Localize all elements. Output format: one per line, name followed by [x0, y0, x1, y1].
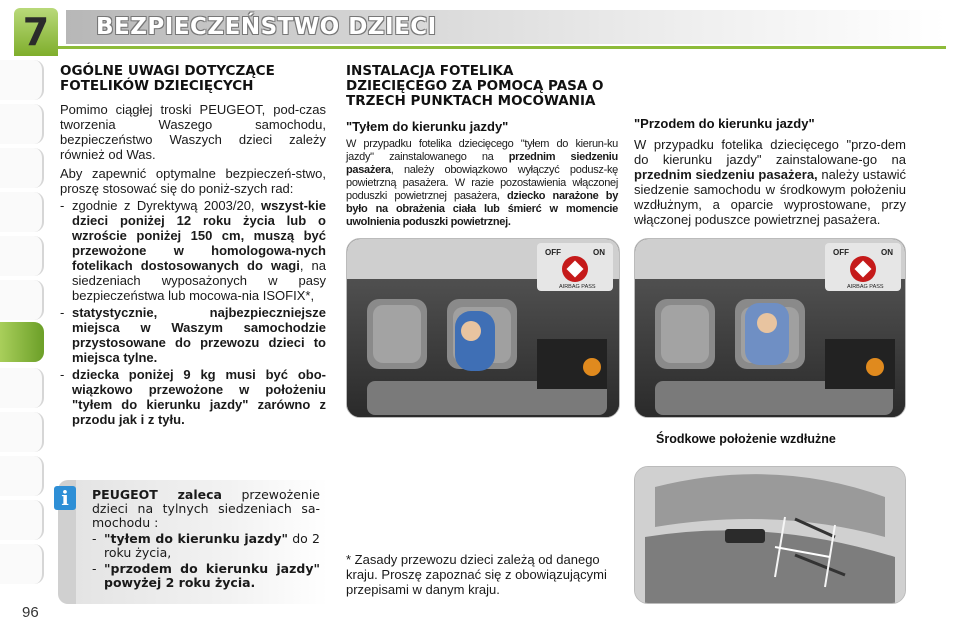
page-header — [0, 0, 960, 58]
figure-caption: Środkowe położenie wzdłużne — [656, 432, 836, 446]
bullet-plain: zgodnie z Dyrektywą 2003/20, — [72, 198, 261, 213]
chapter-tab-12[interactable] — [0, 544, 44, 584]
forward-facing-seat-figure — [634, 238, 906, 418]
chapter-tab-4[interactable] — [0, 192, 44, 232]
chapter-tab-6[interactable] — [0, 280, 44, 320]
bullet-dash: - — [60, 305, 65, 320]
text-plain: należy ustawić siedzenie samochodu w środkowym położeniu wzdłużnym, a oparcie wyprostowane, przy włączonej poduszce powietrznej pasażera. — [634, 167, 906, 227]
info-item-rear-facing — [92, 532, 320, 560]
info-text — [92, 488, 320, 590]
bullet-dash: - — [60, 367, 65, 382]
airbag-on-label: ON — [881, 248, 893, 257]
chapter-tab-8[interactable] — [0, 368, 44, 408]
chapter-tab-11[interactable] — [0, 500, 44, 540]
chapter-tab-9[interactable] — [0, 412, 44, 452]
bullet-rear-seats — [60, 305, 326, 365]
bullet-dash: - — [92, 561, 97, 576]
chapter-tab-3[interactable] — [0, 148, 44, 188]
text-bold: przednim siedzeniu pasażera — [346, 151, 618, 176]
installation-heading: INSTALACJA FOTELIKA DZIECIĘCEGO ZA POMOCĄ PASA O TRZECH PUNKTACH MOCOWANIA — [346, 63, 604, 109]
chapter-tabs — [0, 60, 48, 600]
chapter-tab-10[interactable] — [0, 456, 44, 496]
intro-paragraph: Pomimo ciągłej troski PEUGEOT, pod-czas tworzenia Waszego samochodu, bezpieczeństwo Waszych dzieci zależy również od Was. — [60, 102, 326, 162]
bullet-under-9kg — [60, 367, 326, 427]
bullet-text — [72, 198, 326, 303]
airbag-off-label: OFF — [833, 248, 849, 257]
info-item-bold: "przodem do kierunku jazdy" powyżej 2 roku życia. — [104, 561, 320, 590]
airbag-pass-label: AIRBAG PASS — [847, 284, 884, 290]
airbag-pass-label: AIRBAG PASS — [559, 284, 596, 290]
page-title: BEZPIECZEŃSTWO DZIECI — [96, 14, 437, 40]
left-column — [60, 64, 326, 427]
info-item-plain: do 2 roku życia, — [104, 531, 320, 560]
info-item-forward-facing — [92, 562, 320, 590]
info-icon: i — [54, 486, 76, 510]
right-column — [634, 116, 906, 227]
rear-facing-subheading: "Tyłem do kierunku jazdy" — [346, 119, 509, 134]
rear-facing-seat-figure — [346, 238, 620, 418]
bullet-text: statystycznie, najbezpieczniejsze miejsca w Waszym samochodzie przystosowane do przewozu dzieci to miejsca tylne. — [72, 305, 326, 365]
info-item-bold: "tyłem do kierunku jazdy" — [104, 531, 288, 546]
text-plain: W przypadku fotelika dziecięcego "tyłem do kierun-ku jazdy" zainstalowanego na — [346, 138, 618, 163]
bullet-tail: , na siedzeniach wyposażonych w pasy bezpieczeństwa lub mocowa-nia ISOFIX*, — [72, 258, 326, 303]
text-plain: , należy obowiązkowo wyłączyć podusz-kę powietrzną pasażera. W razie pozostawienia włączonej poduszki powietrznej pasażera, — [346, 164, 618, 202]
forward-facing-text — [634, 137, 906, 227]
text-plain: W przypadku fotelika dziecięcego "przo-dem do kierunku jazdy" zainstalowane-go na — [634, 137, 906, 167]
chapter-tab-1[interactable] — [0, 60, 44, 100]
forward-facing-subheading: "Przodem do kierunku jazdy" — [634, 116, 815, 131]
page-number: 96 — [22, 604, 39, 621]
rear-facing-text — [346, 138, 618, 229]
chapter-tab-5[interactable] — [0, 236, 44, 276]
chapter-number: 7 — [14, 8, 58, 56]
bullet-dash: - — [60, 198, 65, 213]
general-heading: OGÓLNE UWAGI DOTYCZĄCE FOTELIKÓW DZIECIĘCYCH — [60, 63, 275, 94]
seat-rail-illustration — [635, 467, 906, 604]
text-bold: przednim siedzeniu pasażera, — [634, 167, 818, 182]
bullet-dash: - — [92, 531, 97, 546]
header-divider — [58, 46, 946, 49]
info-item-text — [104, 532, 320, 560]
rear-facing-seat-illustration — [347, 239, 620, 418]
advice-paragraph: Aby zapewnić optymalne bezpieczeń-stwo, proszę stosować się do poniż-szych rad: — [60, 166, 326, 196]
bullet-directive — [60, 198, 326, 303]
seat-rail-figure — [634, 466, 906, 604]
middle-column — [346, 64, 618, 229]
info-lead-plain: przewożenie dzieci na tylnych siedzeniach sa-mochodu : — [92, 487, 320, 530]
bullet-text: dziecka poniżej 9 kg musi być obo-wiązkowo przewożone w położeniu "tyłem do kierunku jazdy" zarówno z przodu jak i z tyłu. — [72, 367, 326, 427]
chapter-tab-7-active[interactable] — [0, 322, 44, 362]
airbag-off-label: OFF — [545, 248, 561, 257]
forward-facing-seat-illustration — [635, 239, 906, 418]
bullet-bold: wszyst-kie dzieci poniżej 12 roku życia lub o wzroście poniżej 150 cm, muszą być przewożone w homologowa-nych fotelikach dostosowanych do wagi — [72, 198, 326, 273]
info-lead-bold: PEUGEOT zaleca — [92, 487, 222, 502]
text-bold-warning: dziecko narażone by było na obrażenia ciała lub śmierć w momencie uwolnienia poduszki powietrznej. — [346, 190, 619, 228]
info-box — [58, 480, 328, 604]
footnote: * Zasady przewozu dzieci zależą od danego kraju. Proszę zapoznać się z obowiązującymi przepisami w danym kraju. — [346, 552, 607, 597]
airbag-on-label: ON — [593, 248, 605, 257]
chapter-tab-2[interactable] — [0, 104, 44, 144]
